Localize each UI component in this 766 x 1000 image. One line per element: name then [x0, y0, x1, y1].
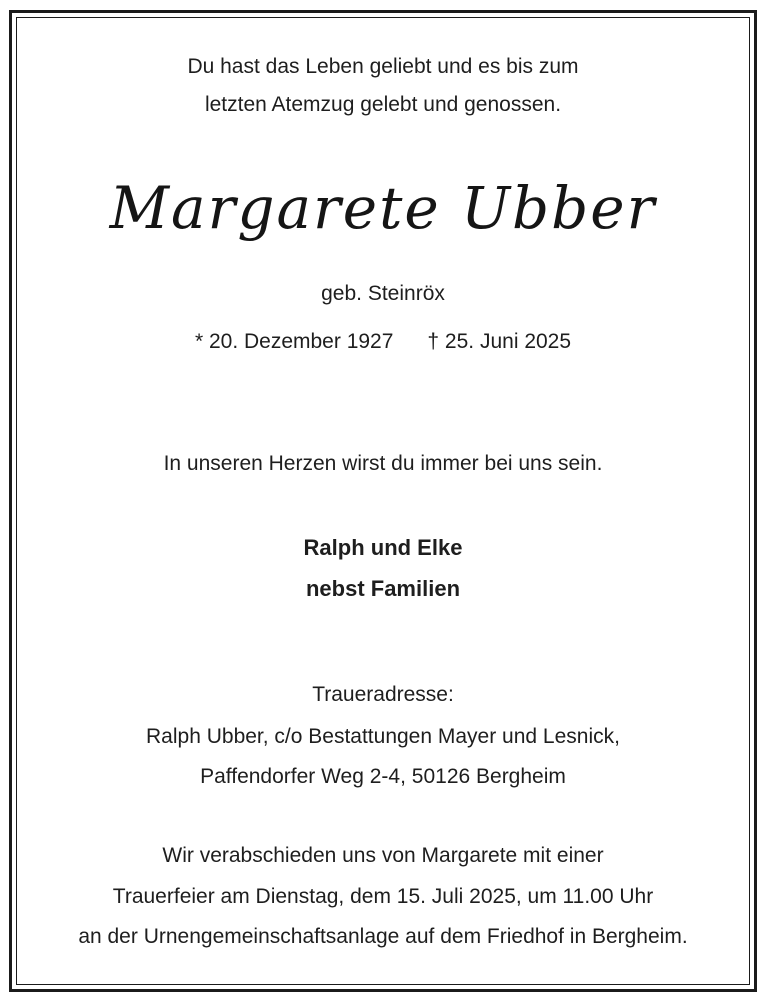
motto-line-2: letzten Atemzug gelebt und genossen. [204, 93, 562, 116]
ceremony-line-3: an der Urnengemeinschaftsanlage auf dem Friedhof in Bergheim. [78, 925, 688, 948]
quote: In unseren Herzen wirst du immer bei uns sein. [163, 452, 603, 475]
death-date: † 25. Juni 2025 [427, 330, 572, 353]
birth-date: * 20. Dezember 1927 [194, 330, 394, 353]
maiden-name: geb. Steinröx [321, 282, 445, 305]
life-dates [0, 327, 766, 357]
ceremony-line-2: Trauerfeier am Dienstag, dem 15. Juli 2025, um 11.00 Uhr [112, 885, 654, 908]
address-line-1: Ralph Ubber, c/o Bestattungen Mayer und Lesnick, [146, 725, 620, 748]
mourners-line-2: nebst Familien [305, 576, 461, 601]
mourners-line-1: Ralph und Elke [303, 535, 463, 560]
ceremony-line-1: Wir verabschieden uns von Margarete mit einer [162, 844, 604, 867]
address-line-2: Paffendorfer Weg 2-4, 50126 Bergheim [200, 765, 566, 788]
address-heading: Traueradresse: [312, 683, 454, 706]
motto-line-1: Du hast das Leben geliebt und es bis zum [187, 55, 579, 78]
inner-border [16, 17, 750, 985]
deceased-name: Margarete Ubber [109, 174, 657, 242]
